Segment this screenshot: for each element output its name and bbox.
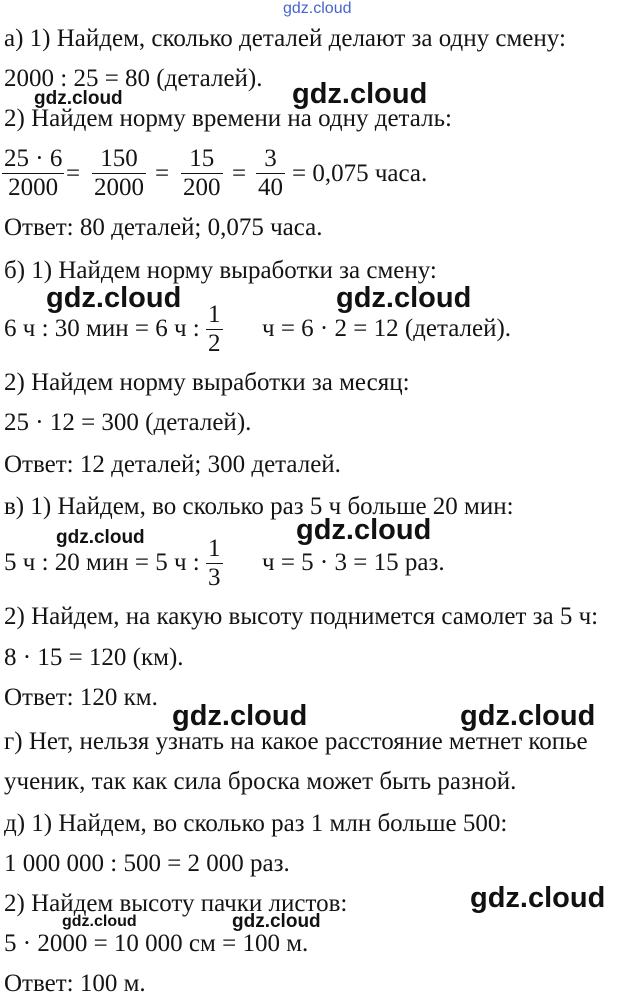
equals-sign: = [66, 160, 81, 187]
numerator: 25 · 6 [4, 145, 63, 172]
denominator: 200 [183, 174, 221, 201]
fraction [206, 301, 223, 358]
watermark: gdz.cloud [46, 282, 182, 314]
numerator: 1 [208, 301, 221, 328]
watermark: gdz.cloud [232, 911, 321, 932]
numerator: 15 [189, 145, 215, 172]
text-line: 1 000 000 : 500 = 2 000 раз. [4, 850, 290, 877]
text-line: 2) Найдем норму времени на одну деталь: [4, 105, 452, 132]
watermark: gdz.cloud [34, 88, 123, 109]
text-line: ученик, так как сила броска может быть разной. [4, 768, 517, 795]
text-line: 5 · 2000 = 10 000 см = 100 м. [4, 930, 309, 957]
text-line: 25 · 12 = 300 (деталей). [4, 409, 252, 436]
text-line: б) 1) Найдем норму выработки за смену: [4, 257, 437, 284]
text-line: ч = 5 · 3 = 15 раз. [262, 549, 445, 576]
watermark: gdz.cloud [172, 700, 308, 732]
result-text: = 0,075 часа. [292, 160, 428, 187]
watermark: gdz.cloud [336, 282, 472, 314]
text-line: 5 ч : 20 мин = 5 ч : [4, 549, 200, 576]
text-line: 6 ч : 30 мин = 6 ч : [4, 315, 200, 342]
numerator: 3 [264, 145, 277, 172]
denominator: 2000 [94, 174, 144, 201]
denominator: 40 [258, 174, 283, 201]
watermark: gdz.cloud [292, 78, 428, 110]
watermark: gdz.cloud [460, 700, 596, 732]
denominator: 2000 [2, 173, 64, 202]
text-line: а) 1) Найдем, сколько деталей делают за одну смену: [4, 25, 566, 52]
numerator: 150 [100, 145, 138, 172]
text-line: 2000 : 25 = 80 (деталей). [4, 65, 263, 92]
fraction [256, 145, 285, 202]
fraction [2, 145, 64, 202]
text-line: 2) Найдем, на какую высоту поднимется самолет за 5 ч: [4, 603, 599, 630]
text-line: д) 1) Найдем, во сколько раз 1 млн больше 500: [4, 810, 508, 837]
fraction [92, 145, 146, 202]
watermark: gdz.cloud [470, 882, 606, 914]
text-line: г) Нет, нельзя узнать на какое расстояние метнет копье [4, 728, 588, 755]
text-line: 2) Найдем высоту пачки листов: [4, 890, 348, 917]
answer-line: Ответ: 12 деталей; 300 деталей. [4, 451, 341, 478]
watermark: gdz.cloud [296, 514, 432, 546]
denominator: 2 [208, 330, 221, 357]
watermark: gdz.cloud [56, 527, 145, 548]
denominator: 3 [208, 564, 221, 591]
text-line: в) 1) Найдем, во сколько раз 5 ч больше 20 мин: [4, 493, 514, 520]
answer-line: Ответ: 80 деталей; 0,075 часа. [4, 214, 323, 241]
watermark: gdz.cloud [283, 0, 352, 17]
text-line: ч = 6 · 2 = 12 (деталей). [262, 315, 512, 342]
fraction [206, 535, 223, 592]
equals-sign: = [155, 160, 170, 187]
text-line: 2) Найдем норму выработки за месяц: [4, 369, 410, 396]
answer-line: Ответ: 120 км. [4, 684, 158, 711]
answer-line: Ответ: 100 м. [4, 970, 146, 997]
watermark: gdz.cloud [62, 913, 137, 930]
fraction [181, 145, 223, 202]
text-line: 8 · 15 = 120 (км). [4, 644, 184, 671]
equals-sign: = [232, 160, 247, 187]
numerator: 1 [208, 535, 221, 562]
